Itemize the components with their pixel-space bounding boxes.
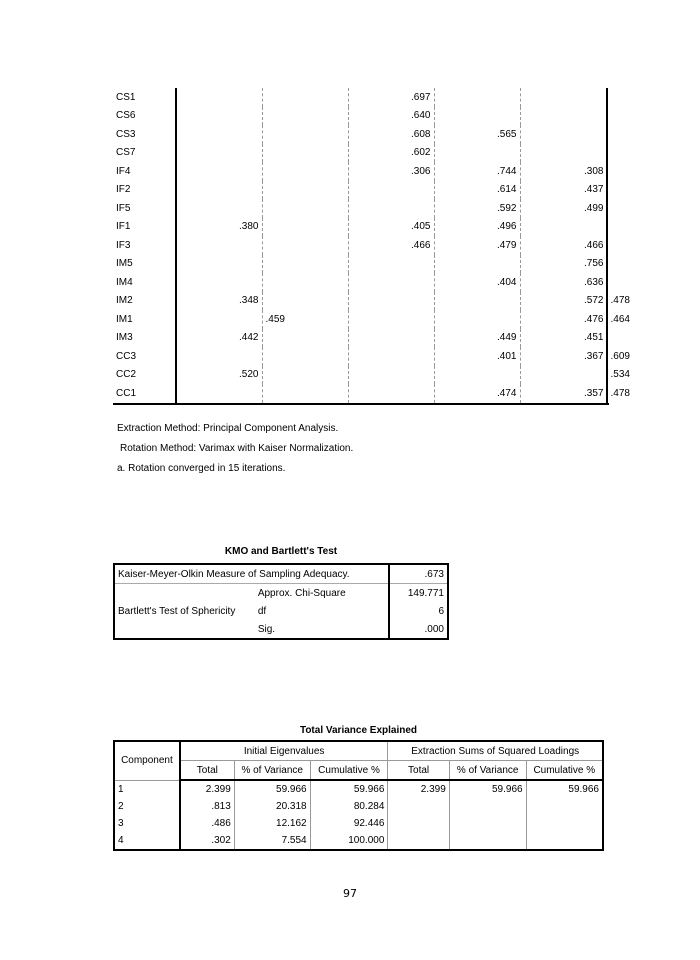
component-number: 1	[114, 780, 180, 798]
matrix-cell: .602	[348, 144, 434, 163]
matrix-cell	[262, 366, 348, 385]
variance-cell: 59.966	[526, 780, 603, 798]
matrix-row-label: CC1	[113, 384, 176, 404]
matrix-cell	[262, 273, 348, 292]
matrix-cell	[348, 347, 434, 366]
matrix-cell: .744	[434, 162, 520, 181]
matrix-cell	[520, 144, 607, 163]
matrix-row	[113, 255, 607, 274]
matrix-row	[113, 218, 607, 237]
matrix-cell	[520, 218, 607, 237]
matrix-cell: .756	[520, 255, 607, 274]
kmo-table	[113, 563, 449, 640]
matrix-cell	[262, 125, 348, 144]
matrix-cell	[520, 88, 607, 107]
variance-cell: 59.966	[449, 780, 526, 798]
matrix-cell: .466	[348, 236, 434, 255]
matrix-cell	[434, 88, 520, 107]
matrix-cell	[348, 199, 434, 218]
matrix-cell	[262, 181, 348, 200]
matrix-cell	[176, 255, 262, 274]
matrix-cell: .401	[434, 347, 520, 366]
total-variance-table	[113, 740, 604, 851]
matrix-cell: .449	[434, 329, 520, 348]
matrix-cell	[176, 162, 262, 181]
matrix-row: IM2 .348 .572 .478	[113, 292, 607, 311]
matrix-row-label: IM2	[113, 292, 176, 311]
variance-cell: 80.284	[310, 798, 388, 815]
variance-cell: 100.000	[310, 832, 388, 850]
matrix-cell	[520, 366, 607, 385]
matrix-cell	[262, 88, 348, 107]
matrix-cell: .357	[520, 384, 607, 404]
matrix-cell	[262, 292, 348, 311]
matrix-row-label: CS1	[113, 88, 176, 107]
variance-cell: 2.399	[180, 780, 234, 798]
matrix-cell	[348, 384, 434, 404]
matrix-row-label: IF4	[113, 162, 176, 181]
matrix-row	[113, 107, 607, 126]
variance-cell: 59.966	[234, 780, 310, 798]
matrix-cell	[176, 310, 262, 329]
matrix-row	[113, 273, 607, 292]
matrix-cell: .636	[520, 273, 607, 292]
matrix-row-label: IM1	[113, 310, 176, 329]
variance-cell	[388, 832, 449, 850]
variance-cell	[526, 832, 603, 850]
matrix-cell	[176, 88, 262, 107]
matrix-cell	[434, 107, 520, 126]
variance-subheader: Cumulative %	[310, 761, 388, 781]
matrix-cell	[520, 107, 607, 126]
variance-row	[114, 798, 603, 815]
variance-subheader: % of Variance	[449, 761, 526, 781]
matrix-row: CC1 .474 .357 .478	[113, 384, 607, 404]
kmo-value: .673	[389, 564, 448, 584]
matrix-row	[113, 181, 607, 200]
matrix-row	[113, 162, 607, 181]
kmo-label: Kaiser-Meyer-Olkin Measure of Sampling Adequacy.	[114, 564, 389, 584]
matrix-cell	[176, 181, 262, 200]
sig-value: .000	[389, 620, 448, 639]
matrix-cell: .565	[434, 125, 520, 144]
matrix-cell	[176, 144, 262, 163]
matrix-row: IM1 .459 .476 .464	[113, 310, 607, 329]
variance-cell: .302	[180, 832, 234, 850]
kmo-title: KMO and Bartlett's Test	[224, 546, 338, 557]
initial-header: Initial Eigenvalues	[180, 741, 388, 761]
variance-cell	[526, 815, 603, 832]
df-label: df	[257, 605, 267, 617]
matrix-cell	[262, 255, 348, 274]
component-number: 2	[114, 798, 180, 815]
matrix-cell	[176, 384, 262, 404]
matrix-row	[113, 329, 607, 348]
matrix-cell	[176, 107, 262, 126]
chi-label: Approx. Chi-Square	[257, 587, 346, 599]
matrix-row-label: IF2	[113, 181, 176, 200]
matrix-cell: .308	[520, 162, 607, 181]
matrix-cell	[176, 236, 262, 255]
extraction-note: Extraction Method: Principal Component Analysis.	[117, 423, 339, 434]
variance-cell: 2.399	[388, 780, 449, 798]
matrix-cell	[348, 310, 434, 329]
matrix-row	[113, 199, 607, 218]
matrix-row-label: IM3	[113, 329, 176, 348]
matrix-cell: .380	[176, 218, 262, 237]
matrix-cell	[262, 107, 348, 126]
matrix-row	[113, 88, 607, 107]
matrix-row-label: CC3	[113, 347, 176, 366]
matrix-row: CC3 .401 .367 .609	[113, 347, 607, 366]
variance-cell: 20.318	[234, 798, 310, 815]
rotated-component-matrix	[113, 88, 630, 405]
matrix-row-label: IM5	[113, 255, 176, 274]
variance-cell	[388, 815, 449, 832]
variance-cell	[388, 798, 449, 815]
matrix-cell: .306	[348, 162, 434, 181]
chi-value: 149.771	[389, 584, 448, 603]
sig-label: Sig.	[257, 623, 276, 635]
variance-cell	[449, 815, 526, 832]
matrix-row-label: IF3	[113, 236, 176, 255]
matrix-row-label: CS7	[113, 144, 176, 163]
variance-subheader: % of Variance	[234, 761, 310, 781]
matrix-row-label: IF1	[113, 218, 176, 237]
matrix-cell	[434, 144, 520, 163]
matrix-cell	[434, 255, 520, 274]
matrix-cell: .614	[434, 181, 520, 200]
variance-cell: .813	[180, 798, 234, 815]
matrix-cell	[176, 347, 262, 366]
variance-cell	[449, 798, 526, 815]
matrix-row-label: IM4	[113, 273, 176, 292]
matrix-cell	[348, 255, 434, 274]
matrix-row	[113, 236, 607, 255]
page-number: 97	[343, 887, 357, 900]
matrix-cell	[176, 273, 262, 292]
matrix-cell	[348, 273, 434, 292]
convergence-note: a. Rotation converged in 15 iterations.	[117, 463, 286, 474]
matrix-cell	[434, 366, 520, 385]
matrix-cell: .476	[520, 310, 607, 329]
matrix-cell: .437	[520, 181, 607, 200]
matrix-cell: .520	[176, 366, 262, 385]
bartlett-label: Bartlett's Test of Sphericity	[118, 605, 236, 617]
matrix-row	[113, 125, 607, 144]
matrix-cell: .474	[434, 384, 520, 404]
variance-row	[114, 815, 603, 832]
matrix-row-label: CS3	[113, 125, 176, 144]
matrix-cell: .405	[348, 218, 434, 237]
variance-cell	[526, 798, 603, 815]
component-number: 3	[114, 815, 180, 832]
matrix-cell: .496	[434, 218, 520, 237]
matrix-row: CC2 .520 .534	[113, 366, 607, 385]
matrix-cell: .499	[520, 199, 607, 218]
rotation-note: Rotation Method: Varimax with Kaiser Normalization.	[120, 443, 354, 454]
matrix-row-label: CS6	[113, 107, 176, 126]
matrix-cell: .697	[348, 88, 434, 107]
matrix-cell	[262, 384, 348, 404]
variance-subheader: Total	[388, 761, 449, 781]
matrix-cell: .572	[520, 292, 607, 311]
variance-cell: 12.162	[234, 815, 310, 832]
variance-subheader: Total	[180, 761, 234, 781]
df-value: 6	[389, 602, 448, 620]
matrix-row-label: IF5	[113, 199, 176, 218]
matrix-cell: .466	[520, 236, 607, 255]
matrix-cell: .442	[176, 329, 262, 348]
matrix-cell	[262, 236, 348, 255]
matrix-cell	[348, 181, 434, 200]
matrix-cell: .404	[434, 273, 520, 292]
component-header: Component	[114, 741, 180, 780]
matrix-cell	[176, 125, 262, 144]
variance-subheader: Cumulative %	[526, 761, 603, 781]
variance-cell: 7.554	[234, 832, 310, 850]
matrix-cell	[262, 329, 348, 348]
variance-row	[114, 832, 603, 850]
matrix-cell	[262, 162, 348, 181]
matrix-cell	[176, 199, 262, 218]
variance-cell: 92.446	[310, 815, 388, 832]
matrix-cell	[434, 292, 520, 311]
matrix-row	[113, 144, 607, 163]
variance-cell	[449, 832, 526, 850]
extraction-header: Extraction Sums of Squared Loadings	[388, 741, 603, 761]
matrix-cell: .451	[520, 329, 607, 348]
matrix-cell: .367	[520, 347, 607, 366]
matrix-cell: .348	[176, 292, 262, 311]
matrix-cell	[262, 347, 348, 366]
variance-cell: 59.966	[310, 780, 388, 798]
matrix-cell	[262, 144, 348, 163]
matrix-cell	[434, 310, 520, 329]
matrix-cell: .479	[434, 236, 520, 255]
matrix-cell	[348, 292, 434, 311]
matrix-cell: .640	[348, 107, 434, 126]
matrix-cell: .608	[348, 125, 434, 144]
matrix-cell	[348, 329, 434, 348]
matrix-cell: .592	[434, 199, 520, 218]
matrix-row-label: CC2	[113, 366, 176, 385]
matrix-cell	[262, 218, 348, 237]
variance-row	[114, 780, 603, 798]
component-number: 4	[114, 832, 180, 850]
matrix-cell	[262, 199, 348, 218]
matrix-cell	[520, 125, 607, 144]
variance-cell: .486	[180, 815, 234, 832]
matrix-cell: .459	[262, 310, 348, 329]
variance-title: Total Variance Explained	[299, 725, 418, 736]
matrix-cell	[348, 366, 434, 385]
